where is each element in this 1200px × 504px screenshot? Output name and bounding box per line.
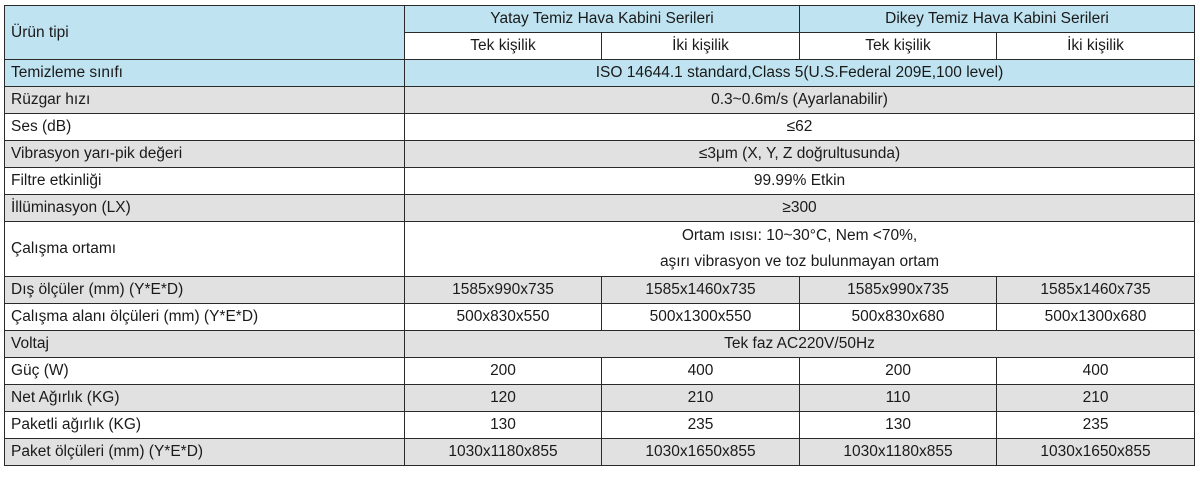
table-row-illumination <box>5 195 1195 222</box>
row-value: 1030x1650x855 <box>997 439 1195 466</box>
environment-line-2: aşırı vibrasyon ve toz bulunmayan ortam <box>659 253 940 270</box>
row-value: 500x830x550 <box>405 304 602 331</box>
spec-table <box>4 5 1195 466</box>
row-value: 500x1300x680 <box>997 304 1195 331</box>
table-row-voltage <box>5 331 1195 358</box>
row-label: Paket ölçüleri (mm) (Y*E*D) <box>5 439 405 466</box>
table-row-net-weight <box>5 385 1195 412</box>
row-value: ISO 14644.1 standard,Class 5(U.S.Federal 209E,100 level) <box>405 60 1195 87</box>
table-row-outer-dims <box>5 277 1195 304</box>
row-label: Çalışma alanı ölçüleri (mm) (Y*E*D) <box>5 304 405 331</box>
table-row-vibration <box>5 141 1195 168</box>
subheader-horizontal-single: Tek kişilik <box>405 33 602 60</box>
horizontal-series-header: Yatay Temiz Hava Kabini Serileri <box>405 6 800 33</box>
row-label: Paketli ağırlık (KG) <box>5 412 405 439</box>
row-label: Vibrasyon yarı-pik değeri <box>5 141 405 168</box>
vertical-series-header: Dikey Temiz Hava Kabini Serileri <box>800 6 1195 33</box>
row-value: 130 <box>405 412 602 439</box>
row-label: Temizleme sınıfı <box>5 60 405 87</box>
row-label: Güç (W) <box>5 358 405 385</box>
row-value: 235 <box>997 412 1195 439</box>
row-label: Voltaj <box>5 331 405 358</box>
row-label: Net Ağırlık (KG) <box>5 385 405 412</box>
row-value: 235 <box>602 412 800 439</box>
row-label: Ses (dB) <box>5 114 405 141</box>
row-value: 1585x1460x735 <box>997 277 1195 304</box>
subheader-horizontal-double: İki kişilik <box>602 33 800 60</box>
row-value: 1030x1650x855 <box>602 439 800 466</box>
table-row-environment <box>5 222 1195 277</box>
table-row-power <box>5 358 1195 385</box>
row-value: 99.99% Etkin <box>405 168 1195 195</box>
row-value: 400 <box>602 358 800 385</box>
row-value: 400 <box>997 358 1195 385</box>
product-type-header: Ürün tipi <box>5 6 405 60</box>
table-row-work-dims <box>5 304 1195 331</box>
table-row-noise <box>5 114 1195 141</box>
row-value: ≥300 <box>405 195 1195 222</box>
row-value: 1585x990x735 <box>800 277 997 304</box>
row-label: Rüzgar hızı <box>5 87 405 114</box>
row-value: 130 <box>800 412 997 439</box>
row-value: 210 <box>997 385 1195 412</box>
row-label: İllüminasyon (LX) <box>5 195 405 222</box>
header-row-groups <box>5 6 1195 33</box>
row-label: Filtre etkinliği <box>5 168 405 195</box>
row-value: 210 <box>602 385 800 412</box>
table-row-cleanliness <box>5 60 1195 87</box>
row-value: 120 <box>405 385 602 412</box>
row-value: 200 <box>405 358 602 385</box>
row-value: 0.3~0.6m/s (Ayarlanabilir) <box>405 87 1195 114</box>
environment-line-1: Ortam ısısı: 10~30°C, Nem <70%, <box>681 227 918 244</box>
row-value: 1585x1460x735 <box>602 277 800 304</box>
row-value: 500x830x680 <box>800 304 997 331</box>
row-value: ≤3μm (X, Y, Z doğrultusunda) <box>405 141 1195 168</box>
row-value: 110 <box>800 385 997 412</box>
row-value: ≤62 <box>405 114 1195 141</box>
table-row-wind-speed <box>5 87 1195 114</box>
row-label: Dış ölçüler (mm) (Y*E*D) <box>5 277 405 304</box>
row-value: 200 <box>800 358 997 385</box>
table-row-packed-weight <box>5 412 1195 439</box>
spec-table-container <box>4 5 1195 466</box>
table-row-package-dims <box>5 439 1195 466</box>
row-value <box>405 222 1195 277</box>
row-value: Tek faz AC220V/50Hz <box>405 331 1195 358</box>
row-value: 1030x1180x855 <box>800 439 997 466</box>
row-label: Çalışma ortamı <box>5 222 405 277</box>
row-value: 1030x1180x855 <box>405 439 602 466</box>
subheader-vertical-double: İki kişilik <box>997 33 1195 60</box>
subheader-vertical-single: Tek kişilik <box>800 33 997 60</box>
table-row-filter <box>5 168 1195 195</box>
row-value: 1585x990x735 <box>405 277 602 304</box>
row-value: 500x1300x550 <box>602 304 800 331</box>
